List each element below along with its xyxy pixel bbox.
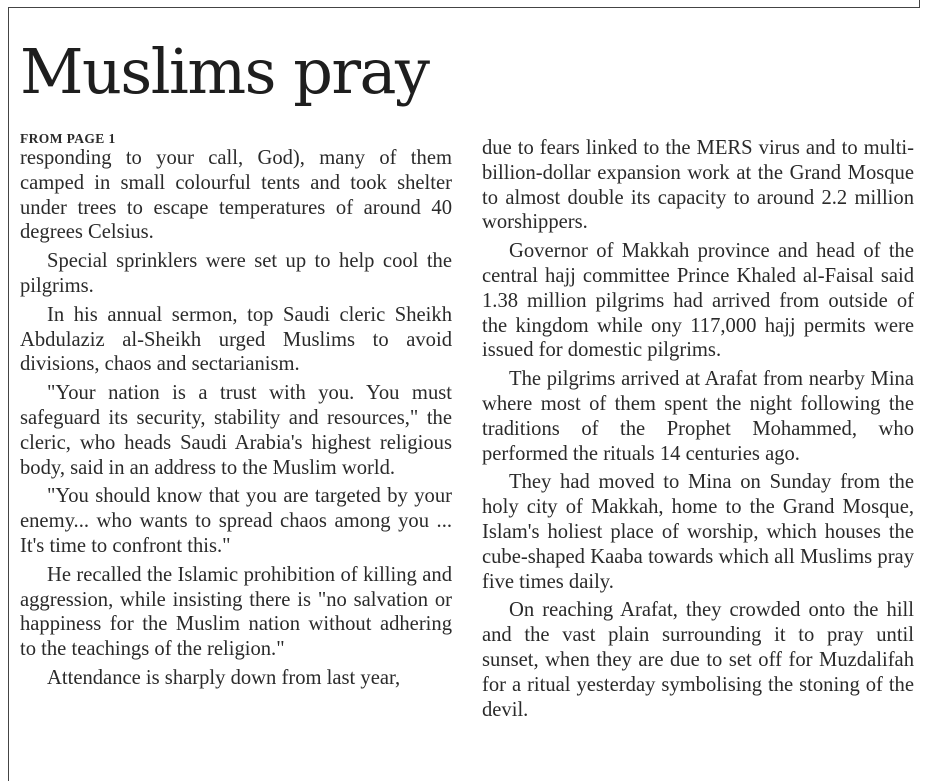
paragraph: "You should know that you are targeted by your enemy... who wants to spread chaos among you ... It's time to confront this." — [20, 485, 452, 557]
article-headline: Muslims pray — [20, 35, 429, 108]
paragraph: He recalled the Islamic prohibition of killing and aggression, while insisting there is "no salvation or happiness for the Muslim nation without adhering to the teachings of the religion." — [20, 563, 452, 661]
paragraph: They had moved to Mina on Sunday from the holy city of Makkah, home to the Grand Mosque, Islam's holiest place of worship, which houses the cube-shaped Kaaba towards which all Muslims pray five times daily. — [482, 471, 914, 593]
paragraph: "Your nation is a trust with you. You must safeguard its security, stability and resources," the cleric, who heads Saudi Arabia's highest religious body, said in an address to the Muslim world. — [20, 382, 452, 479]
paragraph: due to fears linked to the MERS virus and to multi-billion-dollar expansion work at the Grand Mosque to almost double its capacity to around 2.2 million worshippers. — [482, 137, 914, 234]
paragraph: In his annual sermon, top Saudi cleric Sheikh Abdulaziz al-Sheikh urged Muslims to avoid divisions, chaos and sectarianism. — [20, 303, 452, 376]
paragraph: Special sprinklers were set up to help cool the pilgrims. — [20, 250, 452, 297]
right-border-tick — [919, 0, 920, 8]
paragraph: Governor of Makkah province and head of the central hajj committee Prince Khaled al-Faisal said 1.38 million pilgrims had arrived from outside of the kingdom while ony 117,000 hajj permits were issued for domestic pilgrims. — [482, 240, 914, 362]
article-column-left — [20, 130, 452, 695]
paragraph: responding to your call, God), many of them camped in small colourful tents and took shelter under trees to escape temperatures of around 40 degrees Celsius. — [20, 147, 452, 244]
article-column-right — [482, 136, 914, 726]
top-border-rule — [8, 7, 920, 8]
left-border-rule — [8, 7, 9, 781]
paragraph: The pilgrims arrived at Arafat from nearby Mina where most of them spent the night following the traditions of the Prophet Mohammed, who performed the rituals 14 centuries ago. — [482, 368, 914, 465]
paragraph: On reaching Arafat, they crowded onto the hill and the vast plain surrounding it to pray until sunset, when they are due to set off for Muzdalifah for a ritual yesterday symbolising the stoning of the devil. — [482, 599, 914, 721]
continuation-kicker: FROM PAGE 1 — [20, 131, 116, 146]
paragraph: Attendance is sharply down from last year, — [47, 666, 401, 689]
